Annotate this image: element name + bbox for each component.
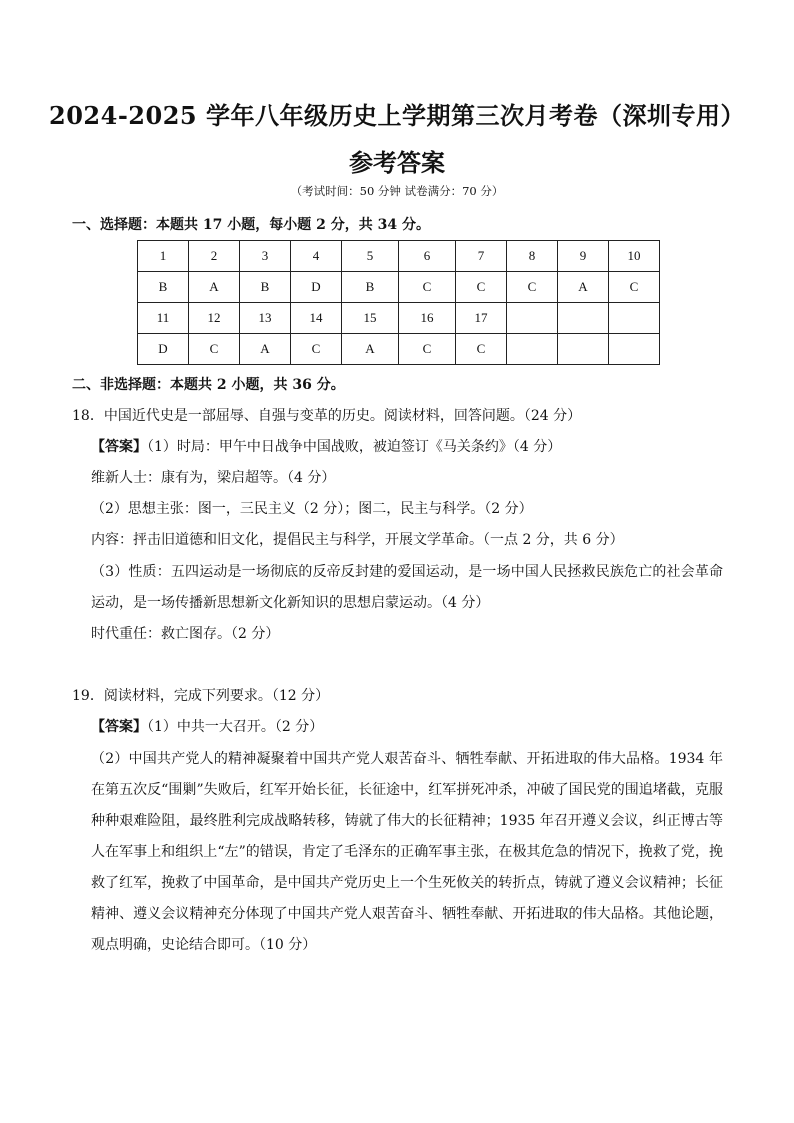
q-number: 8 — [507, 241, 558, 272]
q-answer: C — [456, 272, 507, 303]
q19-answer-2: （2）中国共产党人的精神凝聚着中国共产党人艰苦奋斗、牺牲奉献、开拓进取的伟大品格。1934 年在第五次反“围剿”失败后，红军开始长征，长征途中，红军拼死冲杀，冲破了国民党的围追堵截，克服种种艰难险阻，最终胜利完成战略转移，铸就了伟大的长征精神；1935 年召开遵义会议，纠正博古等人在军事上和组织上“左”的错误，肯定了毛泽东的正确军事主张，在极其危急的情况下，挽救了党，挽救了红军，挽救了中国革命，是中国共产党历史上一个生死攸关的转折点，铸就了遵义会议精神；长征精神、遵义会议精神充分体现了中国共产党人艰苦奋斗、牺牲奉献、开拓进取的伟大品格。其他论题，观点明确，史论结合即可。（10 分） — [91, 751, 723, 953]
q-answer: B — [138, 272, 189, 303]
q-answer: C — [291, 334, 342, 365]
q-answer: D — [291, 272, 342, 303]
empty-cell — [507, 303, 558, 334]
q18-answer-3b: 时代重任：救亡图存。（2 分） — [91, 626, 280, 642]
q-answer: B — [240, 272, 291, 303]
q18-answer-2b: 内容：抨击旧道德和旧文化，提倡民主与科学，开展文学革命。（一点 2 分，共 6 分） — [91, 532, 624, 548]
empty-cell — [609, 303, 660, 334]
q-number: 17 — [456, 303, 507, 334]
q-answer: C — [399, 334, 456, 365]
table-row-answers-1 — [138, 272, 660, 303]
q-number: 6 — [399, 241, 456, 272]
exam-info: （考试时间：50 分钟 试卷满分：70 分） — [290, 184, 504, 198]
q18-answer-1 — [91, 437, 561, 457]
q-number: 1 — [138, 241, 189, 272]
section2-heading: 二、非选择题：本题共 2 小题，共 36 分。 — [72, 377, 345, 393]
q-answer: A — [558, 272, 609, 303]
q-number: 9 — [558, 241, 609, 272]
empty-cell — [507, 334, 558, 365]
q-number: 10 — [609, 241, 660, 272]
q-number: 4 — [291, 241, 342, 272]
q-answer: A — [189, 272, 240, 303]
q-number: 3 — [240, 241, 291, 272]
section1-heading: 一、选择题：本题共 17 小题，每小题 2 分，共 34 分。 — [72, 217, 430, 233]
q-number: 15 — [342, 303, 399, 334]
q-number: 12 — [189, 303, 240, 334]
q18-stem: 18．中国近代史是一部屈辱、自强与变革的历史。阅读材料，回答问题。（24 分） — [72, 408, 582, 424]
q-answer: C — [456, 334, 507, 365]
empty-cell — [558, 303, 609, 334]
q-answer: A — [240, 334, 291, 365]
answer-label: 【答案】 — [91, 439, 147, 455]
answer-table — [137, 240, 660, 365]
q-answer: C — [399, 272, 456, 303]
q-answer: B — [342, 272, 399, 303]
q18-answer-2: （2）思想主张：图一，三民主义（2 分）；图二，民主与科学。（2 分） — [91, 501, 533, 517]
q-answer: A — [342, 334, 399, 365]
q-answer: C — [189, 334, 240, 365]
table-row-numbers-2 — [138, 303, 660, 334]
q19-stem: 19．阅读材料，完成下列要求。（12 分） — [72, 688, 330, 704]
q18-answer-3: （3）性质：五四运动是一场彻底的反帝反封建的爱国运动，是一场中国人民拯救民族危亡的社会革命运动，是一场传播新思想新文化新知识的思想启蒙运动。（4 分） — [91, 564, 723, 611]
q19-a1-text: （1）中共一大召开。（2 分） — [147, 719, 324, 735]
empty-cell — [558, 334, 609, 365]
q-answer: C — [609, 272, 660, 303]
q-number: 13 — [240, 303, 291, 334]
page-title: 2024-2025 学年八年级历史上学期第三次月考卷（深圳专用） — [49, 101, 745, 130]
q-answer: C — [507, 272, 558, 303]
q19-answer-1 — [91, 717, 323, 737]
q-number: 14 — [291, 303, 342, 334]
page-subtitle: 参考答案 — [349, 148, 445, 177]
q18-a1-text: （1）时局：甲午中日战争中国战败，被迫签订《马关条约》（4 分） — [147, 439, 562, 455]
empty-cell — [609, 334, 660, 365]
table-row-numbers-1 — [138, 241, 660, 272]
q-number: 2 — [189, 241, 240, 272]
q-number: 11 — [138, 303, 189, 334]
q-number: 16 — [399, 303, 456, 334]
q18-answer-1b: 维新人士：康有为，梁启超等。（4 分） — [91, 470, 336, 486]
q-number: 7 — [456, 241, 507, 272]
answer-label: 【答案】 — [91, 719, 147, 735]
q-answer: D — [138, 334, 189, 365]
table-row-answers-2 — [138, 334, 660, 365]
q-number: 5 — [342, 241, 399, 272]
